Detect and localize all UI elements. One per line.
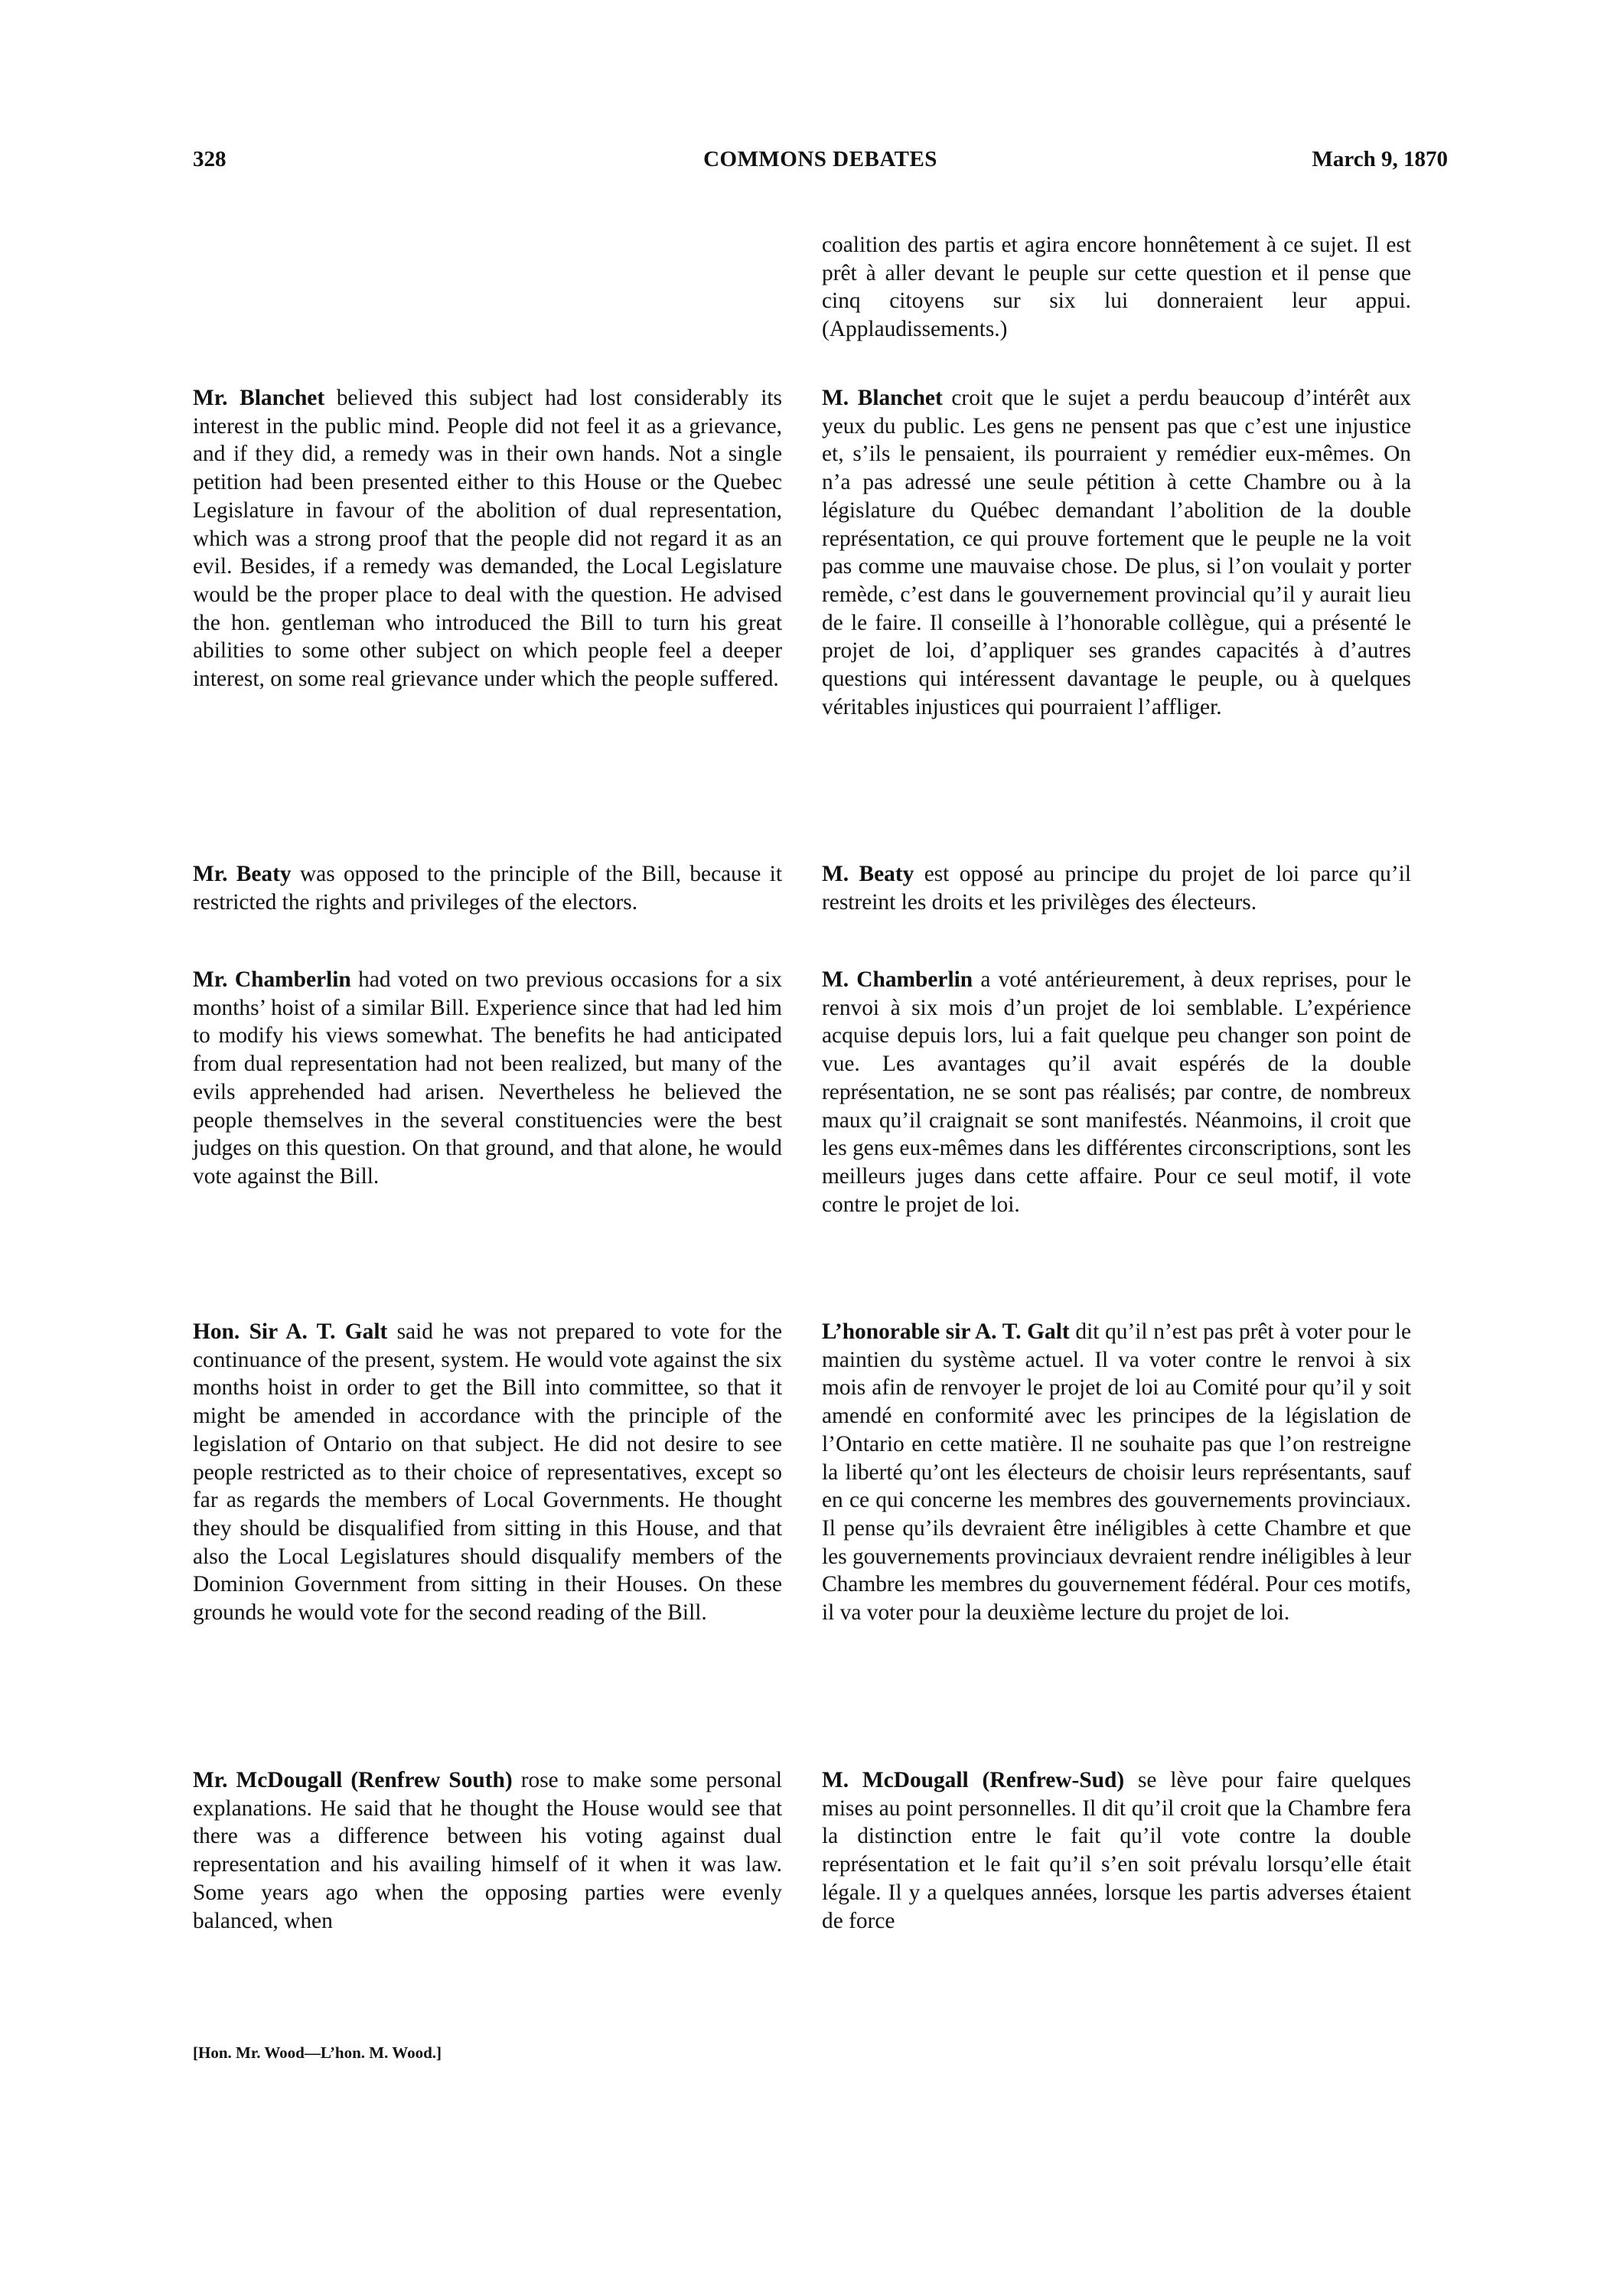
speaker-name: L’honorable sir A. T. Galt (822, 1319, 1070, 1344)
page-title: COMMONS DEBATES (703, 147, 937, 171)
french-intro (822, 231, 1411, 344)
page-date: March 9, 1870 (1312, 147, 1448, 171)
speech-text: est opposé au principe du projet de loi parce qu’il restreint les droits et les privilèges des électeurs. (822, 862, 1412, 915)
page-number: 328 (193, 147, 227, 171)
english-paragraph-galt (193, 1318, 782, 1627)
english-paragraph-beaty (193, 860, 782, 916)
french-paragraph-beaty (822, 860, 1411, 916)
french-paragraph-mcdougall (822, 1766, 1411, 1935)
english-paragraph-chamberlin (193, 966, 782, 1191)
speech-text: said he was not prepared to vote for the continuance of the present, system. He would vote against the six months hoist in order to get the Bill into committee, so that it might be amended in accordance with the principle of the legislation of Ontario on that subject. He did not desire to see people restricted as to their choice of representatives, except so far as regards the members of Local Governments. He thought they should be disqualified from sitting in this House, and that also the Local Legislatures should disqualify members of the Dominion Government from sitting in their Houses. On these grounds he would vote for the second reading of the Bill. (193, 1319, 782, 1626)
speaker-name: Hon. Sir A. T. Galt (193, 1319, 388, 1344)
speech-text: dit qu’il n’est pas prêt à voter pour le maintien du système actuel. Il va voter contre le renvoi à six mois afin de renvoyer le projet de loi au Comité pour qu’il y soit amendé en conformité avec les principes de la législation de l’Ontario en cette matière. Il ne souhaite pas que l’on restreigne la liberté qu’ont les électeurs de choisir leurs représentants, sauf en ce qui concerne les membres des gouvernements provinciaux. Il pense qu’ils devraient être inéligibles à cette Chambre et que les gouvernements provinciaux devraient rendre inéligibles à leur Chambre les membres du gouvernement fédéral. Pour ces motifs, il va voter pour la deuxième lecture du projet de loi. (822, 1319, 1411, 1626)
speech-text: rose to make some personal explanations. He said that he thought the House would see that there was a difference between his voting against dual representation and his availing himself of it when it was law. Some years ago when the opposing parties were evenly balanced, when (193, 1768, 782, 1933)
speaker-name: Mr. Blanchet (193, 386, 325, 410)
french-intro-text: coalition des partis et agira encore honnêtement à ce sujet. Il est prêt à aller devant le peuple sur cette question et il pense que cinq citoyens sur six lui donneraient leur appui. (Applaudissements.) (822, 233, 1411, 342)
speech-text: a voté antérieurement, à deux reprises, pour le renvoi à six mois d’un projet de loi semblable. L’expérience acquise depuis lors, lui a fait quelque peu changer son point de vue. Les avantages qu’il avait espérés de la double représentation, ne se sont pas réalisés; par contre, de nombreux maux qu’il craignait se sont manifestés. Néanmoins, il croit que les gens eux-mêmes dans les différentes circonscriptions, sont les meilleurs juges dans cette affaire. Pour ce seul motif, il vote contre le projet de loi. (822, 967, 1412, 1217)
speaker-name: Mr. McDougall (Renfrew South) (193, 1768, 513, 1792)
english-paragraph-mcdougall (193, 1766, 782, 1935)
speaker-name: Mr. Chamberlin (193, 967, 351, 992)
speech-text: croit que le sujet a perdu beaucoup d’intérêt aux yeux du public. Les gens ne pensent pas que c’est une injustice et, s’ils le pensaient, ils pourraient y remédier eux-mêmes. On n’a pas adressé une seule pétition à cette Chambre ou à la législature du Québec demandant l’abolition de la double représentation, ce qui prouve fortement que le peuple ne la voit pas comme une mauvaise chose. De plus, si l’on voulait y porter remède, c’est dans le gouvernement provincial qu’il y aurait lieu de le faire. Il conseille à l’honorable collègue, qui a présenté le projet de loi, d’appliquer ses grandes capacités à d’autres questions qui intéressent davantage le peuple, ou à quelques véritables injustices qui pourraient l’affliger. (822, 386, 1411, 719)
french-paragraph-chamberlin (822, 966, 1411, 1218)
speech-text: had voted on two previous occasions for a six months’ hoist of a similar Bill. Experience since that had led him to modify his views somewhat. The benefits he had anticipated from dual representation had not been realized, but many of the evils apprehended had arisen. Nevertheless he believed the people themselves in the several constituencies were the best judges on this question. On that ground, and that alone, he would vote against the Bill. (193, 967, 782, 1189)
speaker-name: Mr. Beaty (193, 862, 292, 886)
footer-note: [Hon. Mr. Wood—L’hon. M. Wood.] (193, 2043, 442, 2062)
speaker-name: M. Blanchet (822, 386, 943, 410)
english-paragraph-blanchet (193, 384, 782, 693)
speaker-name: M. Chamberlin (822, 967, 973, 992)
speech-text: believed this subject had lost considerably its interest in the public mind. People did not feel it as a grievance, and if they did, a remedy was in their own hands. Not a single petition had been presented either to this House or the Quebec Legislature in favour of the abolition of dual representation, which was a strong proof that the people did not regard it as an evil. Besides, if a remedy was demanded, the Local Legislature would be the proper place to deal with the question. He advised the hon. gentleman who introduced the Bill to turn his great abilities to some other subject on which people feel a deeper interest, on some real grievance under which the people suffered. (193, 386, 782, 692)
french-paragraph-galt (822, 1318, 1411, 1627)
speech-text: se lève pour faire quelques mises au point personnelles. Il dit qu’il croit que la Chambre fera la distinction entre le fait qu’il vote contre la double représentation et le fait qu’il s’en soit prévalu lorsqu’elle était légale. Il y a quelques années, lorsque les partis adverses étaient de force (822, 1768, 1411, 1933)
speaker-name: M. Beaty (822, 862, 914, 886)
french-paragraph-blanchet (822, 384, 1411, 721)
speech-text: was opposed to the principle of the Bill, because it restricted the rights and privileges of the electors. (193, 862, 782, 915)
speaker-name: M. McDougall (Renfrew-Sud) (822, 1768, 1125, 1792)
page-header (193, 147, 1448, 178)
